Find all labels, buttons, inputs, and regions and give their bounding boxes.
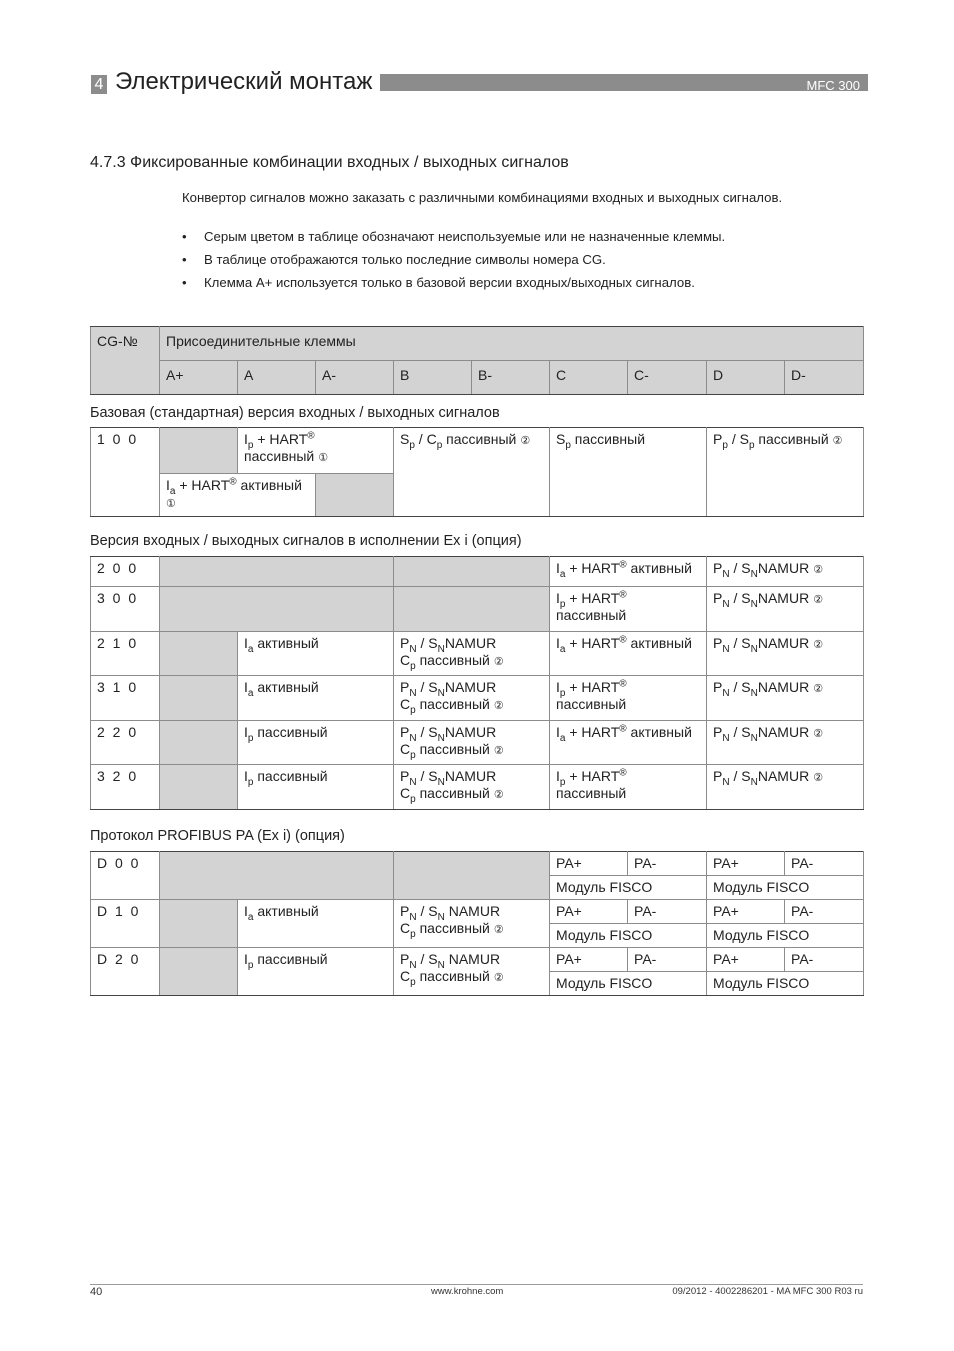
b-cell: $P_N$ / $S_NNAMUR$ $C_p$ пассивный ②	[394, 765, 550, 810]
a-cell: $I_a$ активный	[238, 900, 394, 948]
footer-website-link[interactable]: www.krohne.com	[431, 1286, 504, 1297]
unused-cell	[160, 721, 238, 765]
note-2-icon: ②	[520, 435, 531, 447]
table-row	[91, 676, 864, 721]
chapter-header	[90, 68, 868, 95]
col-header-c-minus: C-	[628, 361, 707, 395]
pa-minus-cell: PA-	[628, 852, 707, 876]
unused-cell	[160, 557, 394, 587]
cg-cell: D 0 0	[91, 852, 160, 900]
exi-version-table	[90, 556, 864, 810]
table-row	[91, 765, 864, 810]
bullet-icon: •	[182, 252, 187, 267]
note-2-icon: ②	[493, 745, 504, 757]
d-cell: $P_N$ / $S_NNAMUR$ ②	[707, 587, 864, 632]
pa-minus-cell: PA-	[785, 900, 864, 924]
col-header-c: C	[550, 361, 628, 395]
fisco-module-cell: Модуль FISCO	[707, 972, 864, 996]
note-2-icon: ②	[813, 728, 824, 740]
cg-cell: 2 0 0	[91, 557, 160, 587]
note-2-icon: ②	[493, 972, 504, 984]
a-cell: $I_p$ пассивный	[238, 765, 394, 810]
unused-cell	[160, 676, 238, 721]
note-2-icon: ②	[813, 639, 824, 651]
d-cell: $P_N$ / $S_NNAMUR$ ②	[707, 765, 864, 810]
unused-cell	[160, 852, 394, 900]
cg-cell: 2 2 0	[91, 721, 160, 765]
basic-version-table	[90, 427, 864, 517]
table-row	[91, 587, 864, 632]
model-label: MFC 300	[806, 78, 860, 93]
cg-cell: 1 0 0	[91, 428, 160, 517]
note-2-icon: ②	[813, 772, 824, 784]
section-intro: Конвертор сигналов можно заказать с различными комбинациями входных и выходных сигналов.	[182, 190, 783, 205]
d-cell: $P_N$ / $S_NNAMUR$ ②	[707, 676, 864, 721]
bullet-item: • В таблице отображаются только последние символы номера CG.	[182, 252, 606, 267]
c-cell: $I_p$ + HART® пассивный	[550, 765, 707, 810]
col-header-a-minus: A-	[316, 361, 394, 395]
section-title: 4.7.3 Фиксированные комбинации входных / выходных сигналов	[90, 154, 569, 171]
table-row	[91, 852, 864, 876]
a-passive-hart-cell: $I_p$ + HART® пассивный ①	[238, 428, 394, 474]
pa-plus-cell: PA+	[550, 852, 628, 876]
unused-cell	[160, 900, 238, 948]
b-cell: $P_N / S_N$ NAMUR $C_p$ пассивный ②	[394, 900, 550, 948]
pa-plus-cell: PA+	[707, 948, 785, 972]
table-row	[91, 557, 864, 587]
chapter-title: Электрический монтаж	[115, 68, 373, 95]
a-active-hart-cell: $I_a$ + HART® активный ①	[160, 474, 316, 517]
fisco-module-cell: Модуль FISCO	[707, 876, 864, 900]
cg-cell: 3 1 0	[91, 676, 160, 721]
bullet-icon: •	[182, 275, 187, 290]
pa-plus-cell: PA+	[550, 948, 628, 972]
bullet-icon: •	[182, 229, 187, 244]
col-header-b: B	[394, 361, 472, 395]
cg-header: CG-№	[91, 327, 160, 395]
c-cell: $I_a$ + HART® активный	[550, 557, 707, 587]
note-2-icon: ②	[493, 656, 504, 668]
table-row	[91, 721, 864, 765]
pa-minus-cell: PA-	[628, 900, 707, 924]
a-cell: $I_a$ активный	[238, 676, 394, 721]
pa-minus-cell: PA-	[785, 852, 864, 876]
col-header-d-minus: D-	[785, 361, 864, 395]
pa-plus-cell: PA+	[707, 900, 785, 924]
note-1-icon: ①	[166, 498, 176, 510]
b-cell: $P_N$ / $S_NNAMUR$ $C_p$ пассивный ②	[394, 632, 550, 676]
table-row	[91, 900, 864, 924]
fisco-module-cell: Модуль FISCO	[550, 876, 707, 900]
unused-cell	[316, 474, 394, 517]
fisco-module-cell: Модуль FISCO	[550, 924, 707, 948]
d-cell: $P_N$ / $S_NNAMUR$ ②	[707, 632, 864, 676]
unused-cell	[394, 557, 550, 587]
c-cell: $I_p$ + HART® пассивный	[550, 676, 707, 721]
b-cell: $S_p / C_p$ пассивный ②	[394, 428, 550, 517]
col-header-d: D	[707, 361, 785, 395]
note-2-icon: ②	[813, 683, 824, 695]
unused-cell	[394, 852, 550, 900]
fisco-module-cell: Модуль FISCO	[707, 924, 864, 948]
unused-cell	[160, 765, 238, 810]
terminals-group-header: Присоединительные клеммы	[160, 327, 864, 361]
b-cell: $P_N$ / $S_NNAMUR$ $C_p$ пассивный ②	[394, 721, 550, 765]
cg-cell: D 1 0	[91, 900, 160, 948]
col-header-a-plus: A+	[160, 361, 238, 395]
unused-cell	[394, 587, 550, 632]
a-cell: $I_p$ пассивный	[238, 721, 394, 765]
c-cell: $S_p$ пассивный	[550, 428, 707, 517]
header-bar	[380, 74, 868, 91]
profibus-title: Протокол PROFIBUS PA (Ex i) (опция)	[90, 828, 345, 844]
page-number: 40	[90, 1286, 103, 1298]
unused-cell	[160, 948, 238, 996]
b-cell: $P_N / S_N$ NAMUR $C_p$ пассивный ②	[394, 948, 550, 996]
note-2-icon: ②	[493, 789, 504, 801]
bullet-item: • Серым цветом в таблице обозначают неиспользуемые или не назначенные клеммы.	[182, 229, 726, 244]
c-cell: $I_a$ + HART® активный	[550, 632, 707, 676]
cg-cell: D 2 0	[91, 948, 160, 996]
c-cell: $I_a$ + HART® активный	[550, 721, 707, 765]
col-header-b-minus: B-	[472, 361, 550, 395]
unused-cell	[160, 632, 238, 676]
exi-version-title: Версия входных / выходных сигналов в исполнении Ex i (опция)	[90, 533, 522, 549]
note-2-icon: ②	[832, 435, 843, 447]
pa-plus-cell: PA+	[550, 900, 628, 924]
table-row	[91, 948, 864, 972]
table-row	[91, 632, 864, 676]
unused-cell	[160, 587, 394, 632]
d-cell: $P_p / S_p$ пассивный ②	[707, 428, 864, 517]
d-cell: $P_N$ / $S_NNAMUR$ ②	[707, 557, 864, 587]
pa-plus-cell: PA+	[707, 852, 785, 876]
cg-cell: 3 2 0	[91, 765, 160, 810]
b-cell: $P_N$ / $S_NNAMUR$ $C_p$ пассивный ②	[394, 676, 550, 721]
cg-cell: 3 0 0	[91, 587, 160, 632]
pa-minus-cell: PA-	[785, 948, 864, 972]
bullet-item: • Клемма A+ используется только в базовой версии входных/выходных сигналов.	[182, 275, 695, 290]
cg-cell: 2 1 0	[91, 632, 160, 676]
note-2-icon: ②	[813, 564, 824, 576]
note-2-icon: ①	[318, 452, 329, 464]
fisco-module-cell: Модуль FISCO	[550, 972, 707, 996]
pa-minus-cell: PA-	[628, 948, 707, 972]
unused-cell	[160, 428, 238, 474]
basic-version-title: Базовая (стандартная) версия входных / выходных сигналов	[90, 405, 500, 421]
terminal-header-table	[90, 326, 864, 395]
chapter-number-badge: 4	[91, 75, 107, 94]
c-cell: $I_p$ + HART® пассивный	[550, 587, 707, 632]
col-header-a: A	[238, 361, 316, 395]
d-cell: $P_N$ / $S_NNAMUR$ ②	[707, 721, 864, 765]
note-2-icon: ②	[493, 700, 504, 712]
profibus-table	[90, 851, 864, 996]
footer-doc-reference: 09/2012 - 4002286201 - MA MFC 300 R03 ru	[672, 1286, 863, 1297]
footer-divider	[90, 1284, 863, 1285]
a-cell: $I_a$ активный	[238, 632, 394, 676]
a-cell: $I_p$ пассивный	[238, 948, 394, 996]
note-2-icon: ②	[493, 924, 504, 936]
note-2-icon: ②	[813, 594, 824, 606]
bullet-list	[182, 229, 725, 298]
